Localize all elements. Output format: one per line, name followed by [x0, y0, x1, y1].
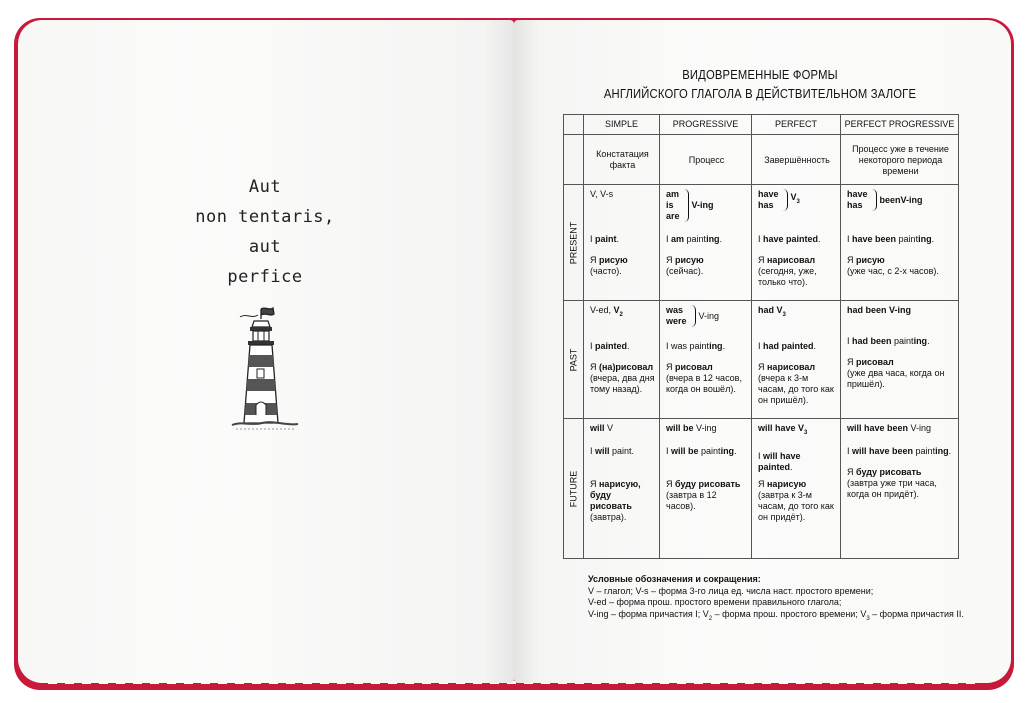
- row-label-past: PAST: [564, 301, 584, 419]
- legend-line: V-ing – форма причастия I; $V_2$ – форма прош. простого времени; $V_3$ – форма причастия II.: [588, 608, 964, 622]
- future-perfect-cell: will have $V_3$ I will have painted. Я нарисую (завтра к 3-м часам, до того как он придёт).: [752, 419, 841, 559]
- future-perfect-progressive-cell: will have been V-ing I will have been painting. Я буду рисовать (завтра уже три часа, когда он придёт).: [841, 419, 959, 559]
- title-line: ВИДОВРЕМЕННЫЕ ФОРМЫ: [682, 68, 838, 82]
- desc-simple: Констатация факта: [584, 135, 660, 185]
- present-perfect-cell: have has $V_3$ I have painted. Я нарисовал (сегодня, уже, только что).: [752, 185, 841, 301]
- row-label-present: PRESENT: [564, 185, 584, 301]
- corner-cell: [564, 135, 584, 185]
- header-row: [564, 115, 959, 135]
- latin-motto: [170, 172, 360, 292]
- header-progressive: PROGRESSIVE: [660, 115, 752, 135]
- motto-line: aut: [248, 237, 282, 257]
- past-perfect-cell: had $V_3$ I had painted. Я нарисовал (вчера к 3-м часам, до того как он пришёл).: [752, 301, 841, 419]
- lighthouse-illustration: [228, 305, 303, 440]
- desc-progressive: Процесс: [660, 135, 752, 185]
- present-perfect-progressive-cell: have has been V-ing I have been painting. Я рисую (уже час, с 2-х часов).: [841, 185, 959, 301]
- present-row: [564, 185, 959, 301]
- motto-line: Aut: [248, 177, 282, 197]
- header-perfect: PERFECT: [752, 115, 841, 135]
- past-row: [564, 301, 959, 419]
- title-line: АНГЛИЙСКОГО ГЛАГОЛА В ДЕЙСТВИТЕЛЬНОМ ЗАЛОГЕ: [603, 87, 917, 101]
- abbreviations-legend: [588, 574, 988, 625]
- header-perfect-progressive: PERFECT PROGRESSIVE: [841, 115, 959, 135]
- legend-line: V-ed – форма прош. простого времени правильного глагола;: [588, 597, 842, 607]
- future-row: [564, 419, 959, 559]
- table-title: [580, 66, 940, 104]
- desc-perfect-progressive: Процесс уже в течение некоторого периода времени: [841, 135, 959, 185]
- legend-line: V – глагол; V-s – форма 3-го лица ед. числа наст. простого времени;: [588, 585, 874, 596]
- motto-line: non tentaris,: [195, 207, 335, 227]
- row-label-future: FUTURE: [564, 419, 584, 559]
- present-simple-cell: V, V-s I paint. Я рисую (часто).: [584, 185, 660, 301]
- present-progressive-cell: am is are V-ing I am painting. Я рисую (сейчас).: [660, 185, 752, 301]
- legend-heading: Условные обозначения и сокращения:: [588, 574, 761, 584]
- description-row: [564, 135, 959, 185]
- future-simple-cell: will V I will paint. Я нарисую, буду рисовать (завтра).: [584, 419, 660, 559]
- future-progressive-cell: will be V-ing I will be painting. Я буду рисовать (завтра в 12 часов).: [660, 419, 752, 559]
- verb-tenses-table: [563, 114, 959, 559]
- corner-cell: [564, 115, 584, 135]
- desc-perfect: Завершённость: [752, 135, 841, 185]
- motto-line: perfice: [227, 267, 303, 287]
- past-progressive-cell: was were V-ing I was painting. Я рисовал (вчера в 12 часов, когда он вошёл).: [660, 301, 752, 419]
- past-simple-cell: V-ed, $V_2$ I painted. Я (на)рисовал (вчера, два дня тому назад).: [584, 301, 660, 419]
- header-simple: SIMPLE: [584, 115, 660, 135]
- past-perfect-progressive-cell: had been V-ing I had been painting. Я рисовал (уже два часа, когда он пришёл).: [841, 301, 959, 419]
